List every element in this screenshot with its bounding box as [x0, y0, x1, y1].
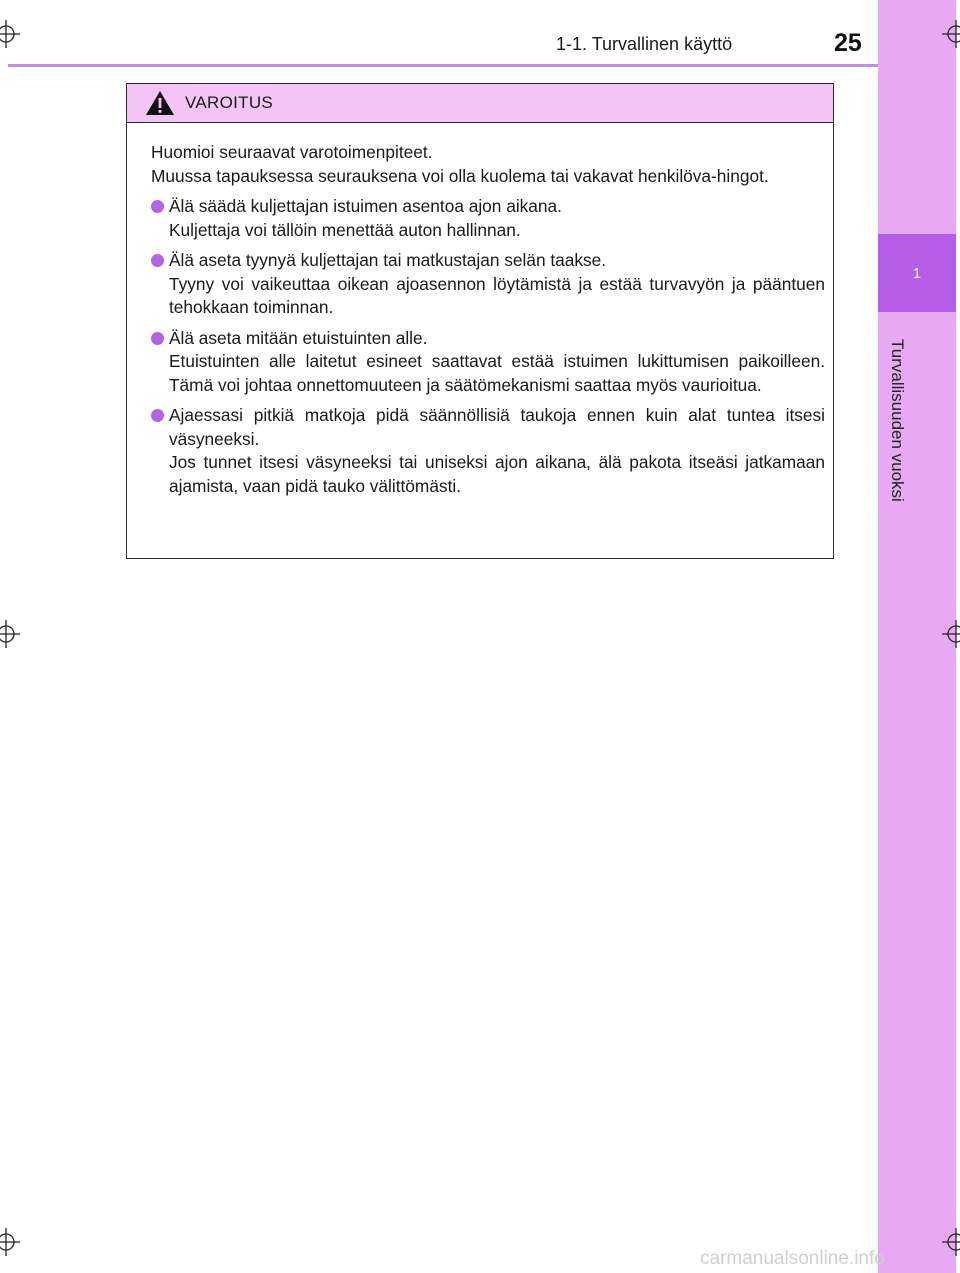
- warning-item-heading: Älä säädä kuljettajan istuimen asentoa ajon aikana.: [169, 196, 562, 216]
- intro-line: Muussa tapauksessa seurauksena voi olla kuolema tai vakavat henkilöva-hingot.: [151, 165, 769, 186]
- warning-item: [151, 404, 825, 498]
- registration-mark-icon: [0, 620, 20, 648]
- chapter-number: 1: [912, 264, 922, 282]
- page-number: 25: [834, 29, 862, 57]
- warning-body: [127, 123, 833, 498]
- warning-item-heading: Älä aseta mitään etuistuinten alle.: [169, 327, 428, 348]
- chapter-number-tab[interactable]: [878, 234, 956, 312]
- warning-item-heading: Ajaessasi pitkiä matkoja pidä säännöllisiä taukoja ennen kuin alat tuntea itsesi väsyneeksi.: [169, 405, 825, 449]
- registration-mark-icon: [942, 20, 960, 48]
- bullet-icon: [151, 332, 164, 345]
- warning-triangle-icon: [145, 90, 175, 116]
- registration-mark-icon: [0, 20, 20, 48]
- warning-item: [151, 249, 825, 320]
- warning-item-text: Jos tunnet itsesi väsyneeksi tai uniseksi ajon aikana, älä pakota itseäsi jatkamaan ajamista, vaan pidä tauko välittömästi.: [169, 452, 825, 496]
- bullet-icon: [151, 409, 164, 422]
- section-title: 1-1. Turvallinen käyttö: [556, 34, 733, 54]
- intro-line: Huomioi seuraavat varotoimenpiteet.: [151, 142, 433, 162]
- header-divider: [8, 64, 878, 67]
- warning-item-text: Kuljettaja voi tällöin menettää auton hallinnan.: [169, 219, 521, 240]
- warning-item-heading: Älä aseta tyynyä kuljettajan tai matkustajan selän taakse.: [169, 250, 607, 270]
- warning-header: [127, 84, 833, 123]
- registration-mark-icon: [942, 620, 960, 648]
- chapter-title: Turvallisuuden vuoksi: [888, 338, 907, 502]
- warning-box: [126, 83, 834, 559]
- warning-item: [151, 195, 825, 242]
- warning-title: VAROITUS: [185, 93, 274, 112]
- warning-item: [151, 327, 825, 398]
- registration-mark-icon: [942, 1228, 960, 1256]
- bullet-icon: [151, 254, 164, 267]
- warning-intro: [151, 141, 825, 188]
- bullet-icon: [151, 200, 164, 213]
- registration-mark-icon: [0, 1228, 20, 1256]
- warning-item-text: Tyyny voi vaikeuttaa oikean ajoasennon löytämistä ja estää turvavyön ja pääntuen tehokkaan toiminnan.: [169, 273, 825, 317]
- warning-item-text: Etuistuinten alle laitetut esineet saattavat estää istuimen lukittumisen paikoilleen. Tämä voi johtaa onnettomuuteen ja säätömekanismi saattaa myös vaurioitua.: [169, 351, 825, 395]
- watermark: carmanualsonline.info: [700, 1248, 885, 1269]
